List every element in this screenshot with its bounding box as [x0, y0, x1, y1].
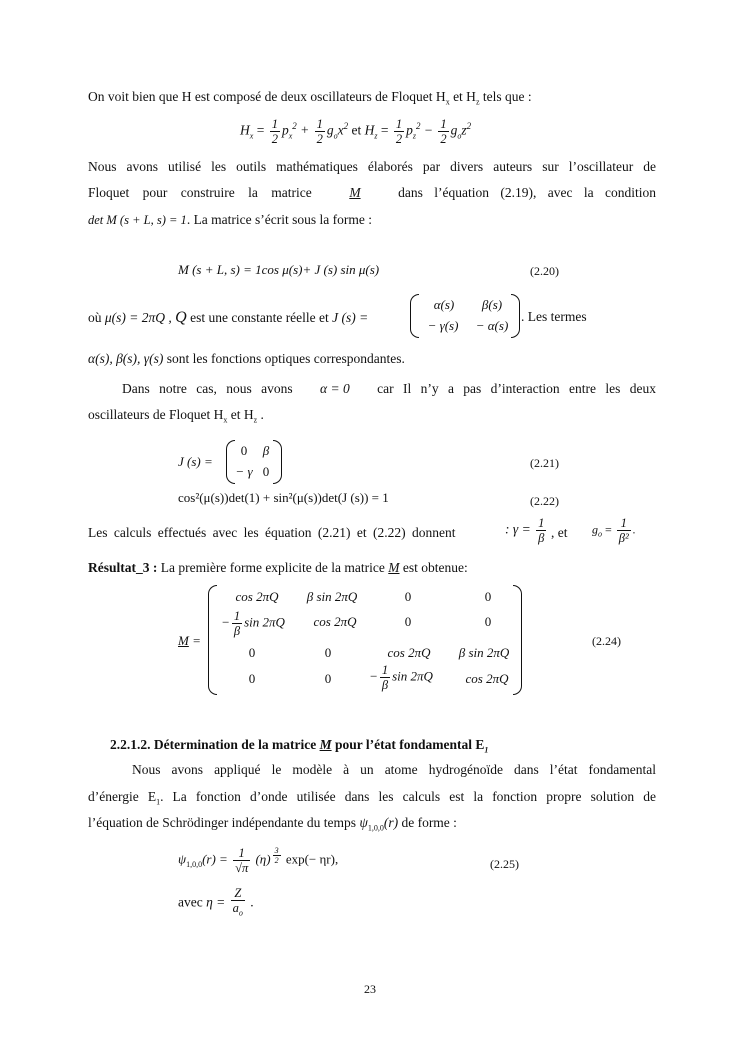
- frac-half: $\frac{1}{2}$: [440, 117, 447, 146]
- para-3-mid: et H: [227, 407, 254, 422]
- para-3-line-1b: car Il n’y a pas d’interaction entre les deux: [377, 381, 656, 396]
- g-result: $g_o$ = $\frac{1}{\text{β²}}$ .: [592, 516, 636, 545]
- para-1: [88, 89, 532, 107]
- para-2-line-1: Nous avons utilisé les outils mathématiques élaborés par divers auteurs sur l’oscillateur de: [88, 159, 656, 174]
- Q-symbol: Q: [175, 309, 187, 326]
- section-title: 2.2.1.2. Détermination de la matrice: [110, 737, 317, 752]
- equation-number-2-24: (2.24): [592, 634, 621, 648]
- matrix-M-symbol: M: [349, 185, 361, 200]
- eq-2-24-lhs: M: [178, 633, 189, 648]
- para-1-sub-z: z: [475, 97, 480, 107]
- J-cell-11: α(s): [433, 297, 455, 312]
- para-2-line-2: [88, 185, 656, 201]
- hamiltonian-equation: $H_x$ = $\frac{1}{2}$ $p_x^2$ + $\frac{1}{2}$ $g_ox^2$ et $H_z$ = $\frac{1}{2}$ $p_z^2$ − $\frac{1}{2}$ $g_oz^2$: [240, 117, 472, 146]
- eq-2-24-equals: =: [193, 633, 201, 648]
- m-41: 0: [248, 671, 256, 686]
- m-13: 0: [404, 589, 412, 604]
- psi-symbol: $\psi_{1,0,0}(r)$: [359, 815, 399, 833]
- calc-text: Les calculs effectués avec les équation (2.21) et (2.22) donnent: [88, 525, 456, 540]
- equation-number-2-25: (2.25): [490, 857, 519, 871]
- para-3-sub-x: x: [223, 415, 228, 425]
- frac-half: $\frac{1}{2}$: [316, 117, 323, 146]
- functions-line: [88, 351, 405, 367]
- result-M: M: [388, 560, 400, 575]
- para-2-line-3-text: . La matrice s’écrit sous la forme :: [186, 212, 372, 227]
- eq-2-21-lhs: J (s) =: [178, 454, 213, 469]
- para-4-line-2: d’énergie $E_1$. La fonction d’onde utilisée dans les calculs est la fonction propre solution de: [88, 789, 656, 807]
- para-3-line-2: [88, 407, 264, 425]
- equation-number-2-21: (2.21): [530, 456, 559, 470]
- result-line: [88, 560, 468, 576]
- section-heading: [110, 737, 488, 755]
- section-M: M: [319, 737, 332, 752]
- section-sub: 1: [484, 745, 489, 755]
- J-matrix: [410, 294, 520, 338]
- const-text: est une constante réelle et: [190, 310, 329, 325]
- para-4-line-3: l’équation de Schrödinger indépendante du temps $\psi_{1,0,0}(r)$ de forme :: [88, 815, 457, 833]
- equation-number-2-22: (2.22): [530, 494, 559, 508]
- ou-word: où: [88, 310, 102, 325]
- para-3-end: .: [257, 407, 264, 422]
- equation-2-20: M (s + L, s) = 1cos μ(s)+ J (s) sin μ(s): [178, 262, 380, 277]
- left-paren: [410, 294, 419, 338]
- optical-functions: α(s), β(s), γ(s): [88, 351, 164, 366]
- para-2-line-3: [88, 212, 372, 228]
- J-definition: J (s) =: [332, 310, 369, 325]
- hx-sub: x: [249, 131, 254, 141]
- J-cell-12: β(s): [481, 297, 503, 312]
- para-2-line-2a: Floquet pour construire la matrice: [88, 185, 312, 200]
- page-number: 23: [364, 982, 376, 996]
- para-3-line-1: [122, 381, 656, 397]
- para-3-sub-z: z: [253, 415, 258, 425]
- result-label: Résultat_3 :: [88, 560, 158, 575]
- m-32: 0: [324, 645, 332, 660]
- m-34: β sin 2πQ: [458, 645, 510, 660]
- para-1-text: On voit bien que H est composé de deux oscillateurs de Floquet H: [88, 89, 446, 104]
- m-21: − $\frac{1}{\beta}$ sin 2πQ: [221, 609, 285, 638]
- m-24: 0: [484, 614, 492, 629]
- les-termes: . Les termes: [521, 309, 587, 324]
- para-1-sub-x: x: [445, 97, 450, 107]
- hz-symbol: H: [364, 122, 375, 138]
- m-44: cos 2πQ: [465, 671, 509, 686]
- alpha-zero: α = 0: [320, 381, 350, 396]
- m-11: cos 2πQ: [235, 589, 279, 604]
- frac-half: $\frac{1}{2}$: [395, 117, 403, 146]
- equation-2-25: $\psi_{1,0,0}(r)$ = $\frac{1}{√\pi}$ (η) $\frac{3}{2}$ exp(− ηr),: [178, 846, 339, 875]
- matrix-M-4x4: [208, 585, 522, 695]
- para-2-line-2b: dans l’équation (2.19), avec la condition: [398, 185, 656, 200]
- avec-line: avec η = $\frac{Z}{a_o}$ .: [178, 886, 254, 918]
- m-43: − $\frac{1}{\beta}$ sin 2πQ: [369, 663, 433, 692]
- hx-symbol: H: [240, 122, 250, 138]
- left-paren: [208, 585, 217, 695]
- J-cell-22: − α(s): [475, 318, 509, 333]
- J-cell-21: − γ(s): [427, 318, 459, 333]
- functions-text: sont les fonctions optiques correspondantes.: [166, 351, 405, 366]
- m-31: 0: [248, 645, 256, 660]
- para-3-line-1a: Dans notre cas, nous avons: [122, 381, 293, 396]
- result-text: La première forme explicite de la matrice: [160, 560, 385, 575]
- et-text: , et: [551, 525, 568, 540]
- ou-line: [88, 309, 368, 327]
- m-12: β sin 2πQ: [306, 589, 358, 604]
- hz-sub: z: [374, 131, 378, 141]
- equation-2-22: cos²(μ(s))det(1) + sin²(μ(s))det(J (s)) = 1: [178, 490, 389, 505]
- m-33: cos 2πQ: [387, 645, 431, 660]
- frac-half: $\frac{1}{2}$: [271, 117, 278, 146]
- para-1-end: tels que :: [479, 89, 532, 104]
- m-22: cos 2πQ: [313, 614, 357, 629]
- para-4-line-1: Nous avons appliqué le modèle à un atome hydrogénoïde dans l’état fondamental: [132, 762, 656, 777]
- det-condition: det M (s + L, s) = 1: [88, 213, 187, 227]
- m-14: 0: [484, 589, 492, 604]
- equation-number-2-20: (2.20): [530, 264, 559, 278]
- mu-definition: μ(s) = 2πQ ,: [104, 310, 172, 325]
- section-end: pour l’état fondamental E: [334, 737, 485, 752]
- et-word: et: [351, 122, 362, 138]
- result-end: est obtenue:: [402, 560, 468, 575]
- para-1-mid: et H: [449, 89, 476, 104]
- m-42: 0: [324, 671, 332, 686]
- eq-2-21-matrix: 0 β − γ 0: [226, 440, 282, 484]
- para-3-line-2-text: oscillateurs de Floquet H: [88, 407, 224, 422]
- calc-line: [88, 525, 456, 541]
- m-23: 0: [404, 614, 412, 629]
- gamma-result: : γ = $\frac{1}{\beta}$: [505, 516, 545, 545]
